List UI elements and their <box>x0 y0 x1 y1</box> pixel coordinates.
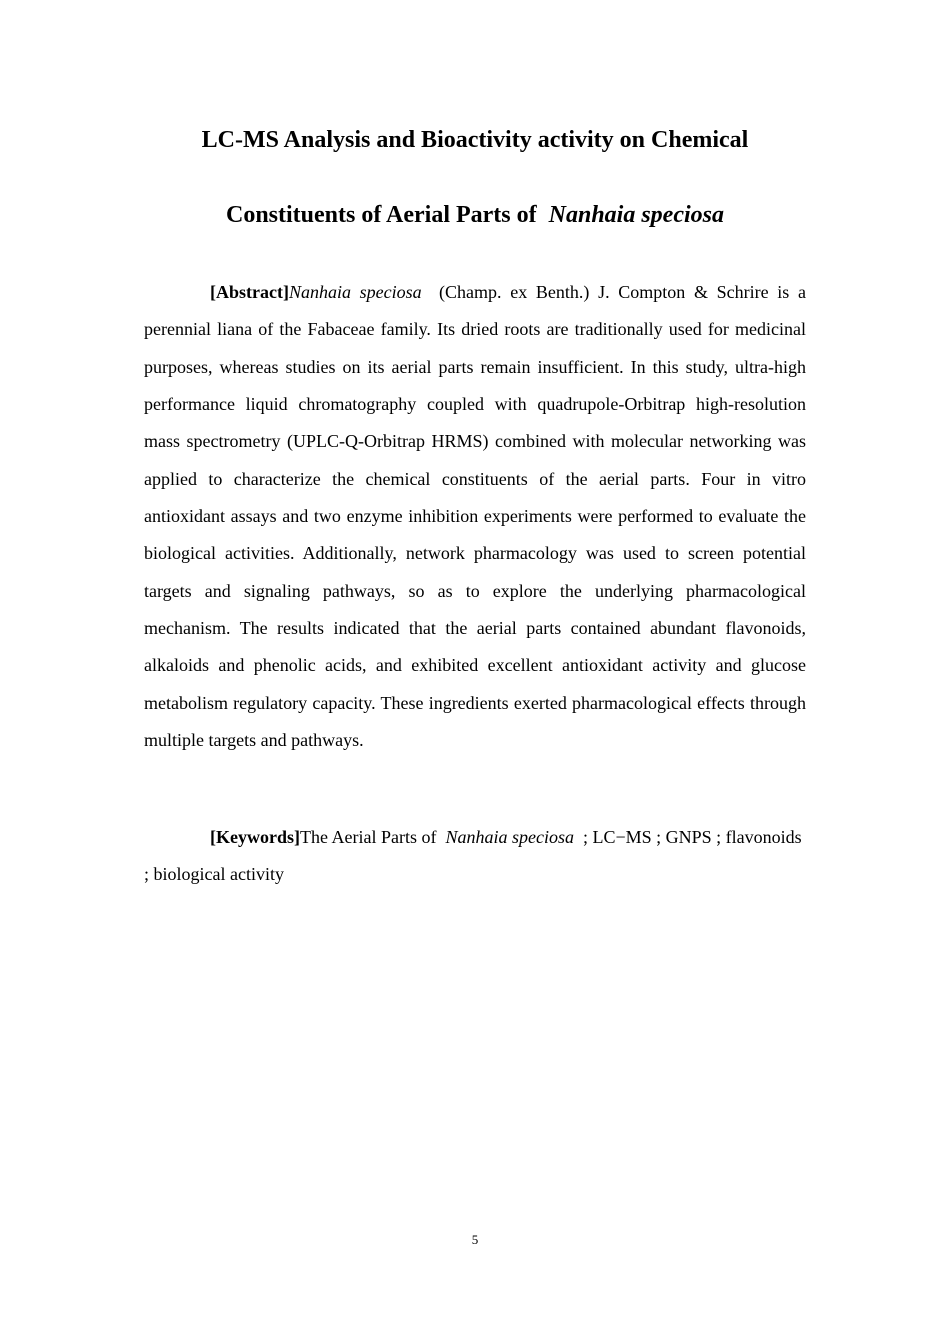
keywords-species: Nanhaia speciosa <box>445 827 574 847</box>
page-number: 5 <box>471 1232 479 1247</box>
keywords-rest: ; LC−MS ; GNPS ; flavonoids ; biological activity <box>144 827 802 885</box>
abstract-text: (Champ. ex Benth.) J. Compton & Schrire is a perennial liana of the Fabaceae family. Its dried roots are traditionally used for medicinal purposes, whereas studies on its aerial parts remain insufficient. In this study, ultra-high performance liquid chromatography coupled with quadrupole-Orbitrap high-resolution mass spectrometry (UPLC-Q-Orbitrap HRMS) combined with molecular networking was applied to characterize the chemical constituents of the aerial parts. Four in vitro antioxidant assays and two enzyme inhibition experiments were performed to evaluate the biological activities. Additionally, network pharmacology was used to screen potential targets and signaling pathways, so as to explore the underlying pharmacological mechanism. The results indicated that the aerial parts contained abundant flavonoids, alkaloids and phenolic acids, and exhibited excellent antioxidant activity and glucose metabolism regulatory capacity. These ingredients exerted pharmacological effects through multiple targets and pathways. <box>144 282 806 751</box>
title-species: Nanhaia speciosa <box>548 202 724 228</box>
keywords-prefix: The Aerial Parts of <box>299 827 437 847</box>
keywords-label: [Keywords] <box>210 827 300 847</box>
title-line-1 <box>0 125 950 155</box>
title-text-1: LC-MS Analysis and Bioactivity activity on Chemical <box>201 127 749 153</box>
title-line-2 <box>0 200 950 230</box>
abstract-paragraph <box>144 274 806 759</box>
abstract-species: Nanhaia speciosa <box>288 282 422 302</box>
title-text-2: Constituents of Aerial Parts of <box>226 202 537 228</box>
keywords-paragraph <box>144 819 806 894</box>
abstract-label: [Abstract] <box>210 282 289 302</box>
